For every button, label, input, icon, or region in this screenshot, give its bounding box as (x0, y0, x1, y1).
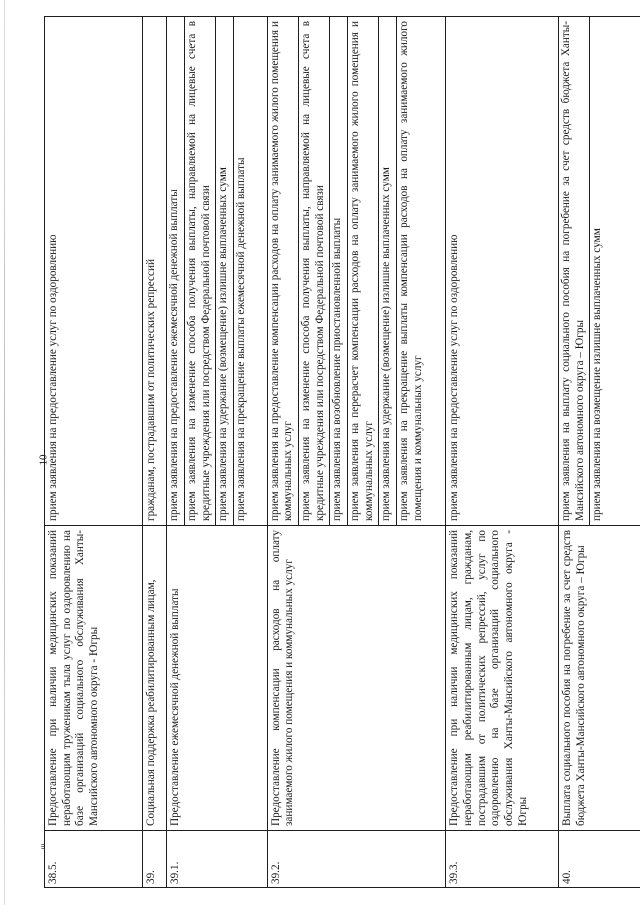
scan-edge-line (4, 0, 5, 905)
service-name: Предоставление компенсации расходов на оплату занимаемого жилого помещения и коммунальных услуг (267, 526, 446, 831)
service-name: Выплата социального пособия на погребение за счет средств бюджета Ханты-Мансийского автономного округа – Югры (558, 526, 640, 831)
procedure-item: прием заявления на предоставление ежемесячной денежной выплаты (167, 17, 185, 525)
procedure-item: прием заявления на изменение способа получения выплаты, направляемой на лицевые счета в кредитные учреждения или посредством Федеральной почтовой связи (185, 17, 216, 525)
row-number: 40. (558, 831, 640, 888)
procedure-item: прием заявления на удержание (возмещение) излишне выплаченных сумм (216, 17, 234, 525)
margin-mark: ш (39, 842, 48, 850)
procedure-item: прием заявления на предоставление услуг по оздоровлению (448, 234, 461, 521)
procedure-item: прием заявления на прекращение выплаты компенсации расходов на оплату занимаемого жилого помещения и коммунальных услуг (397, 21, 424, 521)
procedures-cell (446, 17, 558, 526)
table-row (446, 17, 558, 888)
procedure-item: прием заявления на возобновление приостановленной выплаты (330, 17, 348, 525)
procedure-item: прием заявления на предоставление компенсации расходов на оплату занимаемого жилого помещения и коммунальных услуг (268, 17, 299, 525)
rotated-page-content (44, 16, 640, 888)
row-number: 39.2. (267, 831, 446, 888)
row-number: 39.3. (446, 831, 558, 888)
procedure-item: прием заявления на перерасчет компенсации расходов на оплату занимаемого жилого помещения и коммунальных услуг (348, 17, 379, 525)
service-name: Социальная поддержка реабилитированным лицам, (142, 526, 166, 831)
table-row (45, 17, 143, 888)
row-number: 39. (142, 831, 166, 888)
procedure-item: прием заявления на предоставление услуг по оздоровлению (47, 234, 59, 521)
procedures-cell (267, 17, 446, 526)
page-number: 10 (37, 454, 50, 466)
table-row (167, 17, 267, 888)
procedures-cell (142, 17, 166, 526)
procedure-item: прием заявления на возмещение излишне выплаченных сумм (591, 228, 604, 521)
procedures-cell (45, 17, 143, 526)
procedures-cell (167, 17, 267, 526)
procedure-item: прием заявления на прекращение выплаты ежемесячной денежной выплаты (235, 157, 248, 521)
row-number: 38.5. (45, 831, 143, 888)
service-name: Предоставление при наличии медицинских показаний неработающим труженикам тыла услуг по оздоровлению на базе организаций социального обслуживания Ханты-Мансийского автономного округа - Югры (45, 526, 143, 831)
service-name: Предоставление ежемесячной денежной выплаты (167, 526, 267, 831)
procedure-item: прием заявления на удержание (возмещение) излишне выплаченных сумм (379, 17, 397, 525)
service-name: Предоставление при наличии медицинских показаний неработающим реабилитированным лицам, гражданам, пострадавшим от политических репрессий, услуг по оздоровлению на базе организаций социального обслуживания Ханты-Мансийского автономного округа - Югры (446, 526, 558, 831)
table-row (142, 17, 166, 888)
table-row (267, 17, 446, 888)
procedure-item: гражданам, пострадавшим от политических репрессий (144, 259, 157, 521)
procedures-cell (558, 17, 640, 526)
procedure-item: прием заявления на выплату социального пособия на погребение за счет средств бюджета Ханты-Мансийского автономного округа – Югры (559, 17, 590, 525)
table-row (558, 17, 640, 888)
procedure-item: прием заявления на изменение способа получения выплаты, направляемой на лицевые счета в кредитные учреждения или посредством Федеральной почтовой связи (299, 17, 330, 525)
services-table (44, 16, 640, 888)
row-number: 39.1. (167, 831, 267, 888)
